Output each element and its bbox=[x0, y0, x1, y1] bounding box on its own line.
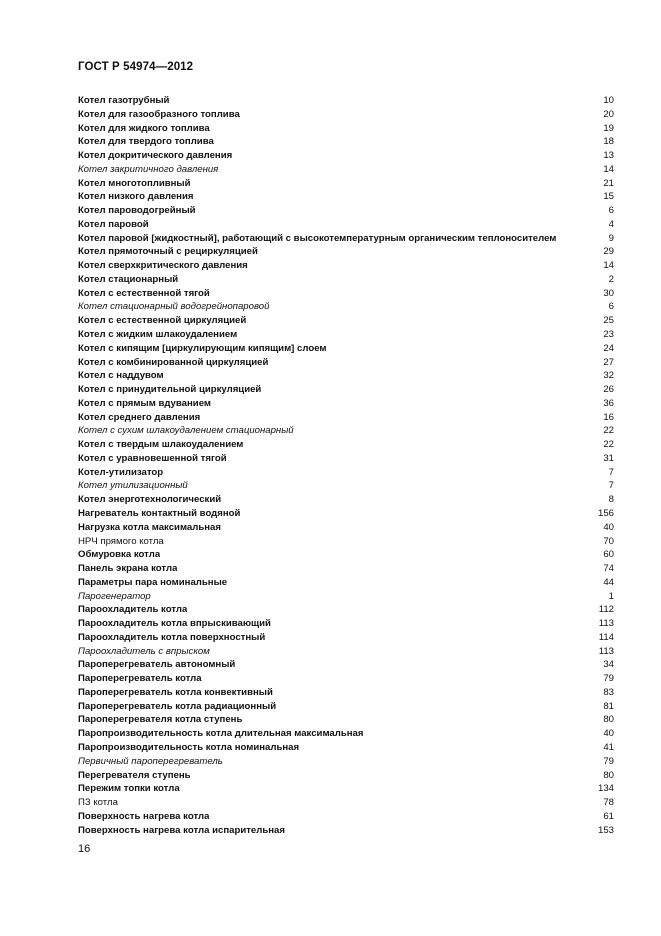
index-entry bbox=[78, 700, 614, 714]
index-page-ref: 19 bbox=[603, 122, 614, 134]
index-entry bbox=[78, 824, 614, 838]
index-page-ref: 24 bbox=[603, 342, 614, 354]
index-entry bbox=[78, 769, 614, 783]
index-page-ref: 10 bbox=[603, 95, 614, 106]
index-term: Котел с наддувом bbox=[78, 370, 164, 382]
index-entry bbox=[78, 383, 614, 397]
index-term: Котел энерготехнологический bbox=[78, 494, 222, 506]
index-term: Котел утилизационный bbox=[78, 480, 188, 492]
index-entry bbox=[78, 562, 614, 576]
index-page-ref: 34 bbox=[603, 659, 614, 671]
index-term: Котел закритичного давления bbox=[78, 163, 219, 175]
index-term: Котел среднего давления bbox=[78, 411, 201, 423]
index-entry bbox=[78, 108, 614, 122]
index-term: Котел паровой [жидкостный], работающий с высокотемпературным органическим теплоносителем bbox=[78, 232, 557, 244]
index-page-ref: 26 bbox=[603, 384, 614, 396]
index-page-ref: 27 bbox=[603, 356, 614, 368]
index-page-ref: 1 bbox=[608, 590, 614, 602]
index-entry bbox=[78, 356, 614, 370]
index-page-ref: 80 bbox=[603, 769, 614, 781]
index-page-ref: 74 bbox=[603, 563, 614, 575]
index-entry bbox=[78, 438, 614, 452]
index-term: Панель экрана котла bbox=[78, 563, 178, 575]
index-term: ПЗ котла bbox=[78, 797, 118, 809]
index-page-ref: 60 bbox=[603, 549, 614, 561]
index-page-ref: 113 bbox=[598, 618, 614, 630]
index-page-ref: 112 bbox=[598, 604, 614, 616]
index-page-ref: 30 bbox=[603, 287, 614, 299]
index-entry bbox=[78, 466, 614, 480]
index-page-ref: 15 bbox=[603, 191, 614, 203]
index-term: Котел с кипящим [циркулирующим кипящим] слоем bbox=[78, 342, 327, 354]
index-term: Параметры пара номинальные bbox=[78, 576, 228, 588]
index-term: Обмуровка котла bbox=[78, 549, 161, 561]
index-page-ref: 70 bbox=[603, 535, 614, 547]
index-page-ref: 36 bbox=[603, 397, 614, 409]
index-page-ref: 156 bbox=[597, 507, 614, 519]
index-page-ref: 4 bbox=[608, 218, 614, 230]
index-page-ref: 40 bbox=[603, 728, 614, 740]
index-term: Котел с уравновешенной тягой bbox=[78, 452, 227, 464]
index-term: Пароперегреватель автономный bbox=[78, 659, 236, 671]
index-term: Котел-утилизатор bbox=[78, 466, 164, 478]
index-entry bbox=[78, 452, 614, 466]
index-page-ref: 78 bbox=[603, 797, 614, 809]
index-page-ref: 41 bbox=[603, 741, 614, 753]
index-entry bbox=[78, 755, 614, 769]
index-term: Котел пароводогрейный bbox=[78, 205, 196, 217]
index-term: Котел сверхкритического давления bbox=[78, 260, 248, 272]
index-entry bbox=[78, 424, 614, 438]
index-entry bbox=[78, 645, 614, 659]
index-entry bbox=[78, 190, 614, 204]
index-entry bbox=[78, 287, 614, 301]
index-entry bbox=[78, 149, 614, 163]
index-page-ref: 18 bbox=[603, 136, 614, 148]
index-entry bbox=[78, 686, 614, 700]
index-entry bbox=[78, 631, 614, 645]
index-term: Котел с сухим шлакоудалением стационарный bbox=[78, 425, 294, 437]
index-entry bbox=[78, 493, 614, 507]
index-page-ref: 2 bbox=[608, 273, 614, 285]
index-term: Котел для твердого топлива bbox=[78, 136, 214, 148]
index-page-ref: 14 bbox=[603, 163, 614, 175]
index-entry bbox=[78, 810, 614, 824]
index-entry bbox=[78, 300, 614, 314]
index-term: Нагреватель контактный водяной bbox=[78, 507, 241, 519]
index-term: Нагрузка котла максимальная bbox=[78, 521, 221, 533]
index-entry bbox=[78, 328, 614, 342]
index-entry bbox=[78, 672, 614, 686]
index-term: Парогенератор bbox=[78, 590, 151, 602]
index-page-ref: 32 bbox=[603, 370, 614, 382]
index-term: Пароперегреватель котла радиационный bbox=[78, 700, 277, 712]
index-term: Котел с прямым вдуванием bbox=[78, 397, 211, 409]
index-term: Котел с принудительной циркуляцией bbox=[78, 384, 262, 396]
index-term: Котел с комбинированной циркуляцией bbox=[78, 356, 269, 368]
index-page-ref: 40 bbox=[603, 521, 614, 533]
index-entry bbox=[78, 796, 614, 810]
index-entry bbox=[78, 603, 614, 617]
index-term: Котел с жидким шлакоудалением bbox=[78, 329, 238, 341]
index-entry bbox=[78, 273, 614, 287]
index-entry bbox=[78, 782, 614, 796]
index-term: Пароохладитель котла bbox=[78, 604, 188, 616]
index-term: Пароперегреватель котла конвективный bbox=[78, 686, 273, 698]
index-entry bbox=[78, 713, 614, 727]
page-number: 16 bbox=[78, 843, 91, 855]
index-page-ref: 22 bbox=[603, 425, 614, 437]
index-term: Паропроизводительность котла номинальная bbox=[78, 741, 300, 753]
index-term: Пароохладитель котла поверхностный bbox=[78, 631, 266, 643]
index-entry bbox=[78, 590, 614, 604]
index-page-ref: 20 bbox=[603, 108, 614, 120]
index-page-ref: 6 bbox=[608, 301, 614, 313]
index-term: Котел с твердым шлакоудалением bbox=[78, 439, 244, 451]
index-term: Поверхность нагрева котла испарительная bbox=[78, 824, 285, 836]
index-page-ref: 21 bbox=[603, 177, 614, 189]
index-term: Пароохладитель с впрыском bbox=[78, 645, 210, 657]
index-page-ref: 7 bbox=[608, 466, 614, 478]
index-entry bbox=[78, 245, 614, 259]
index-page-ref: 79 bbox=[603, 755, 614, 767]
index-term: НРЧ прямого котла bbox=[78, 535, 164, 547]
index-term: Котел паровой bbox=[78, 218, 149, 230]
index-entry bbox=[78, 163, 614, 177]
index-entry bbox=[78, 479, 614, 493]
index-entry bbox=[78, 135, 614, 149]
index-page-ref: 8 bbox=[608, 494, 614, 506]
index-term: Котел стационарный водогрейнопаровой bbox=[78, 301, 270, 313]
index-term: Паропроизводительность котла длительная максимальная bbox=[78, 728, 364, 740]
index-entry bbox=[78, 727, 614, 741]
index-term: Первичный пароперегреватель bbox=[78, 755, 223, 767]
index-entry bbox=[78, 369, 614, 383]
index-page-ref: 9 bbox=[608, 232, 614, 244]
index-page-ref: 44 bbox=[603, 576, 614, 588]
index-page-ref: 14 bbox=[603, 260, 614, 272]
index-page-ref: 114 bbox=[598, 631, 614, 643]
index-entry bbox=[78, 548, 614, 562]
index-term: Котел многотопливный bbox=[78, 177, 191, 189]
index-page-ref: 23 bbox=[603, 329, 614, 341]
index-page-ref: 61 bbox=[603, 810, 614, 822]
index-entry bbox=[78, 521, 614, 535]
index-term: Котел газотрубный bbox=[78, 95, 170, 106]
index-page-ref: 22 bbox=[603, 439, 614, 451]
index-term: Котел докритического давления bbox=[78, 150, 233, 162]
index-term: Котел стационарный bbox=[78, 273, 179, 285]
index-page-ref: 31 bbox=[603, 452, 614, 464]
index-term: Пароперегревателя котла ступень bbox=[78, 714, 243, 726]
index-entry bbox=[78, 177, 614, 191]
index-entry bbox=[78, 204, 614, 218]
index-page-ref: 6 bbox=[608, 205, 614, 217]
index-entry bbox=[78, 397, 614, 411]
index-entry bbox=[78, 741, 614, 755]
alphabetical-index bbox=[78, 94, 614, 837]
index-term: Пароохладитель котла впрыскивающий bbox=[78, 618, 271, 630]
index-entry bbox=[78, 232, 614, 246]
index-entry bbox=[78, 658, 614, 672]
index-entry bbox=[78, 507, 614, 521]
index-term: Котел для газообразного топлива bbox=[78, 108, 240, 120]
index-page-ref: 83 bbox=[603, 686, 614, 698]
index-term: Котел прямоточный с рециркуляцией bbox=[78, 246, 258, 258]
index-term: Пережим топки котла bbox=[78, 783, 180, 795]
index-entry bbox=[78, 535, 614, 549]
index-page-ref: 153 bbox=[597, 824, 614, 836]
index-term: Котел для жидкого топлива bbox=[78, 122, 210, 134]
index-entry bbox=[78, 411, 614, 425]
index-page-ref: 79 bbox=[603, 673, 614, 685]
index-entry bbox=[78, 342, 614, 356]
index-page-ref: 81 bbox=[603, 700, 614, 712]
index-page-ref: 29 bbox=[603, 246, 614, 258]
index-page-ref: 113 bbox=[598, 645, 614, 657]
index-page-ref: 7 bbox=[608, 480, 614, 492]
index-term: Котел низкого давления bbox=[78, 191, 194, 203]
index-term: Котел с естественной циркуляцией bbox=[78, 315, 247, 327]
index-entry bbox=[78, 122, 614, 136]
index-entry bbox=[78, 218, 614, 232]
index-page-ref: 13 bbox=[603, 150, 614, 162]
index-page-ref: 25 bbox=[603, 315, 614, 327]
document-header: ГОСТ Р 54974—2012 bbox=[78, 61, 194, 73]
index-term: Пароперегреватель котла bbox=[78, 673, 202, 685]
index-entry bbox=[78, 617, 614, 631]
index-entry bbox=[78, 314, 614, 328]
index-page-ref: 16 bbox=[603, 411, 614, 423]
index-term: Перегревателя ступень bbox=[78, 769, 191, 781]
index-entry bbox=[78, 259, 614, 273]
index-term: Котел с естественной тягой bbox=[78, 287, 210, 299]
index-term: Поверхность нагрева котла bbox=[78, 810, 210, 822]
index-page-ref: 134 bbox=[597, 783, 614, 795]
index-page-ref: 80 bbox=[603, 714, 614, 726]
index-entry bbox=[78, 576, 614, 590]
index-entry bbox=[78, 94, 614, 108]
